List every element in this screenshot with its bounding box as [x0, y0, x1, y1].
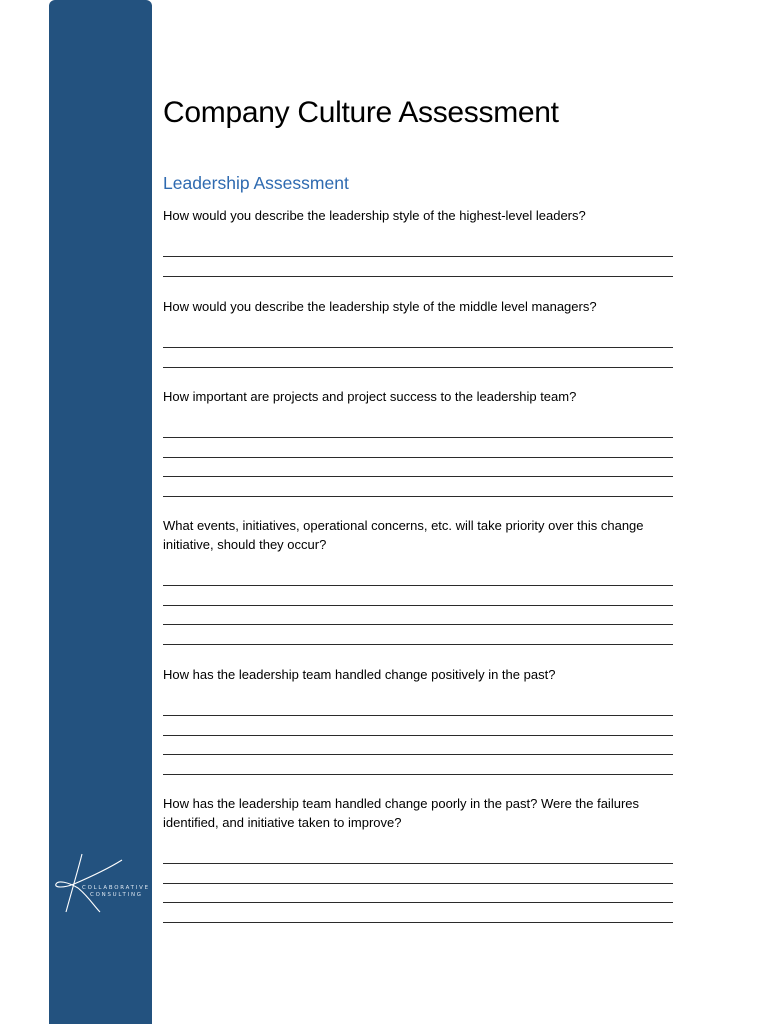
- answer-line[interactable]: [163, 849, 673, 864]
- svg-text:COLLABORATIVE: COLLABORATIVE: [82, 885, 150, 891]
- answer-lines[interactable]: [163, 849, 678, 923]
- answer-line[interactable]: [163, 438, 673, 458]
- answer-line[interactable]: [163, 736, 673, 756]
- question-text: How would you describe the leadership style of the highest-level leaders?: [163, 208, 586, 223]
- section-heading: Leadership Assessment: [163, 173, 349, 193]
- answer-line[interactable]: [163, 716, 673, 736]
- question-block: [163, 516, 678, 645]
- answer-line[interactable]: [163, 423, 673, 438]
- question-block: [163, 794, 678, 923]
- answer-line[interactable]: [163, 701, 673, 716]
- answer-line[interactable]: [163, 884, 673, 904]
- svg-text:CONSULTING: CONSULTING: [90, 892, 143, 898]
- question-block: [163, 665, 678, 775]
- answer-line[interactable]: [163, 903, 673, 923]
- question-text: How would you describe the leadership style of the middle level managers?: [163, 299, 597, 314]
- answer-lines[interactable]: [163, 242, 678, 277]
- answer-lines[interactable]: [163, 571, 678, 645]
- document-title: Company Culture Assessment: [163, 96, 559, 129]
- answer-line[interactable]: [163, 864, 673, 884]
- k-monogram-logo-icon: [52, 852, 152, 916]
- company-logo: [52, 852, 152, 916]
- question-text: How has the leadership team handled change positively in the past?: [163, 667, 556, 682]
- question-block: [163, 206, 678, 277]
- question-block: [163, 387, 678, 497]
- answer-line[interactable]: [163, 257, 673, 277]
- question-text: How has the leadership team handled change poorly in the past? Were the failures identified, and initiative taken to improve?: [163, 796, 639, 830]
- answer-lines[interactable]: [163, 701, 678, 775]
- answer-line[interactable]: [163, 755, 673, 775]
- answer-lines[interactable]: [163, 423, 678, 497]
- answer-line[interactable]: [163, 333, 673, 348]
- answer-line[interactable]: [163, 625, 673, 645]
- answer-line[interactable]: [163, 348, 673, 368]
- answer-line[interactable]: [163, 586, 673, 606]
- question-text: What events, initiatives, operational concerns, etc. will take priority over this change initiative, should they occur?: [163, 518, 644, 552]
- answer-line[interactable]: [163, 571, 673, 586]
- answer-line[interactable]: [163, 242, 673, 257]
- question-block: [163, 297, 678, 368]
- question-text: How important are projects and project success to the leadership team?: [163, 389, 577, 404]
- answer-line[interactable]: [163, 477, 673, 497]
- answer-lines[interactable]: [163, 333, 678, 368]
- answer-line[interactable]: [163, 606, 673, 626]
- answer-line[interactable]: [163, 458, 673, 478]
